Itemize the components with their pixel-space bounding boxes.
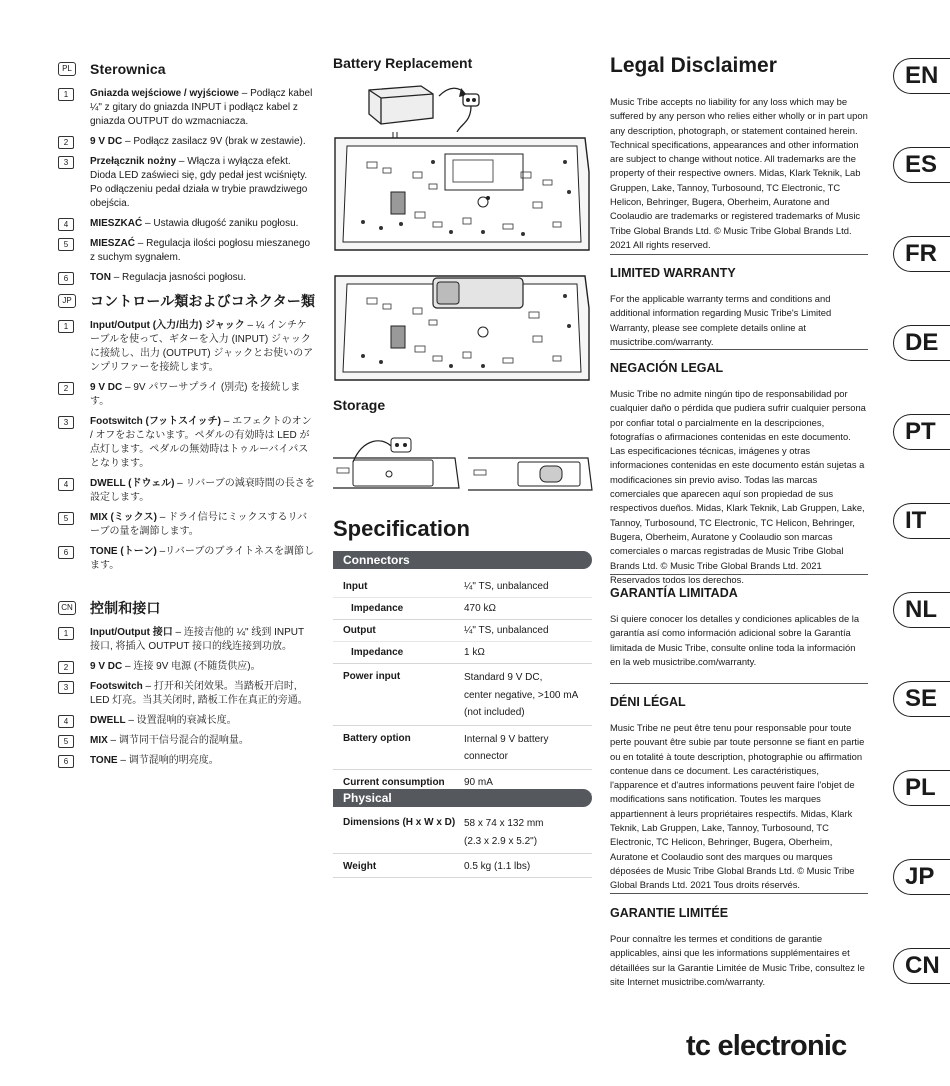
item-label: MIX (ミックス) (90, 512, 157, 523)
legal-section-title: GARANTIE LIMITÉE (610, 906, 729, 920)
table-row (333, 854, 592, 878)
language-tab-fr[interactable]: FR (893, 236, 950, 272)
item-number: 4 (58, 478, 74, 491)
divider (610, 254, 868, 255)
language-tab-es[interactable]: ES (893, 147, 950, 183)
spec-value: 90 mA (464, 776, 493, 788)
list-item (58, 734, 316, 748)
item-label: Input/Output (入力/出力) ジャック (90, 320, 245, 331)
list-item (58, 381, 316, 409)
item-text: – Podłącz zasilacz 9V (brak w zestawie). (122, 136, 306, 147)
item-number: 5 (58, 512, 74, 525)
table-row (333, 664, 592, 726)
item-number: 5 (58, 735, 74, 748)
list-item (58, 511, 316, 539)
list-item (58, 237, 316, 265)
list-item (58, 271, 316, 285)
spec-value: Standard 9 V DC, center negative, >100 mA (not included) (464, 672, 579, 718)
item-text: – リバーブの減衰時間の長さを設定します。 (90, 478, 315, 503)
section-title: コントロール類およびコネクター類 (90, 293, 316, 309)
list-item (58, 415, 316, 471)
item-label: DWELL (90, 715, 126, 726)
item-number: 6 (58, 272, 74, 285)
spec-table-connectors (333, 576, 592, 794)
spec-value: 1 kΩ (464, 647, 485, 658)
list-item (58, 135, 316, 149)
language-tab-en[interactable]: EN (893, 58, 950, 94)
language-badge: PL (58, 62, 76, 76)
item-label: TONE (90, 755, 118, 766)
spec-label: Current consumption (343, 776, 445, 788)
item-text: – Regulacja ilości pogłosu mieszanego z suchym sygnałem. (90, 238, 311, 263)
item-label: Przełącznik nożny (90, 156, 177, 167)
item-number: 1 (58, 627, 74, 640)
battery-replacement-title: Battery Replacement (333, 55, 473, 71)
item-label: 9 V DC (90, 382, 123, 393)
table-row (333, 642, 592, 664)
item-number: 3 (58, 156, 74, 169)
item-text: – Podłącz kabel ¼" z gitary do gniazda INPUT i podłącz kabel z gniazda OUTPUT do wzmacniacza. (90, 88, 313, 127)
item-number: 6 (58, 546, 74, 559)
item-number: 3 (58, 416, 74, 429)
storage-diagram-right (468, 452, 593, 492)
controls-section-cn (58, 598, 316, 768)
language-tab-se[interactable]: SE (893, 681, 950, 717)
item-label: 9 V DC (90, 661, 123, 672)
spec-value: 58 x 74 x 132 mm (2.3 x 2.9 x 5.2") (464, 818, 544, 847)
item-text: – 连接 9V 电源 (不随货供应)。 (122, 661, 261, 672)
spec-label: Output (343, 625, 376, 636)
divider (610, 683, 868, 684)
table-row (333, 726, 592, 770)
legal-section (610, 586, 868, 669)
spec-label: Dimensions (H x W x D) (343, 817, 456, 828)
legal-section-body: For the applicable warranty terms and conditions and additional information regarding Music Tribe's Limited Warranty, please see complete details online at musictribe.com/warranty. (610, 293, 832, 347)
item-number: 2 (58, 661, 74, 674)
item-number: 1 (58, 320, 74, 333)
item-label: Footswitch (90, 681, 143, 692)
pedal-interior-diagram (333, 132, 591, 256)
language-tab-cn[interactable]: CN (893, 948, 950, 984)
brand-logo: tc electronic (686, 1030, 847, 1062)
legal-section (610, 695, 868, 893)
item-label: MIX (90, 735, 108, 746)
list-item (58, 680, 316, 708)
list-item (58, 87, 316, 129)
section-header (58, 598, 316, 618)
legal-section-body: Si quiere conocer los detalles y condiciones aplicables de la garantía así como información adicional sobre la Garantía limitada de Music Tribe, consulte online toda la información en la web musictribe.com/warranty. (610, 613, 860, 667)
legal-disclaimer (610, 54, 868, 252)
spec-value: Internal 9 V battery connector (464, 733, 549, 762)
item-number: 3 (58, 681, 74, 694)
table-row (333, 576, 592, 598)
table-row (333, 598, 592, 620)
spec-value: ¼" TS, unbalanced (464, 581, 549, 592)
item-label: MIESZKAĆ (90, 218, 143, 229)
battery-icon (361, 82, 481, 132)
section-header (58, 291, 316, 311)
table-row (333, 812, 592, 854)
section-header (58, 59, 316, 79)
item-text: –リバーブのブライトネスを調節します。 (90, 546, 314, 571)
item-number: 2 (58, 382, 74, 395)
legal-section-body: Pour connaître les termes et conditions de garantie applicables, ainsi que les informations supplémentaires et détaillées sur la Garantie Limitée de Music Tribe, consultez le site Internet musictribe.com/warranty. (610, 933, 865, 987)
item-number: 2 (58, 136, 74, 149)
item-label: Gniazda wejściowe / wyjściowe (90, 88, 239, 99)
list-item (58, 545, 316, 573)
spec-label: Power input (343, 671, 401, 682)
language-tab-pl[interactable]: PL (893, 770, 950, 806)
storage-title: Storage (333, 397, 386, 413)
item-number: 1 (58, 88, 74, 101)
spec-label: Impedance (351, 647, 404, 658)
spec-label: Battery option (343, 732, 411, 744)
divider (610, 574, 868, 575)
legal-section-title: NEGACIÓN LEGAL (610, 361, 724, 375)
item-label: TON (90, 272, 111, 283)
spec-label: Weight (343, 861, 377, 872)
item-label: DWELL (ドウェル) (90, 478, 175, 489)
pedal-interior-with-battery-diagram (333, 272, 591, 386)
legal-section-title: DÉNI LÉGAL (610, 695, 686, 709)
language-tab-jp[interactable]: JP (893, 859, 950, 895)
item-label: TONE (トーン) (90, 546, 157, 557)
list-item (58, 754, 316, 768)
item-text: – 调节同干信号混合的混响量。 (107, 735, 249, 746)
legal-title: Legal Disclaimer (610, 54, 777, 77)
specification-title: Specification (333, 516, 470, 541)
spec-section-header: Physical (333, 789, 592, 807)
controls-section-jp (58, 291, 316, 573)
language-tab-nl[interactable]: NL (893, 592, 950, 628)
item-text: – ¼ インチケーブルを使って、ギターを入力 (INPUT) ジャックに接続し、出力 (OUTPUT) ジャックとお使いのアンプリファーを接続します。 (90, 320, 314, 373)
legal-section-title: LIMITED WARRANTY (610, 266, 736, 280)
language-badge: CN (58, 601, 76, 615)
item-label: Footswitch (フットスイッチ) (90, 416, 222, 427)
item-number: 5 (58, 238, 74, 251)
item-number: 6 (58, 755, 74, 768)
legal-section (610, 266, 868, 349)
item-text: – エフェクトのオン / オフをおこないます。ペダルの有効時は LED が点灯します。ペダルの無効時はトゥルーバイパスとなります。 (90, 416, 312, 469)
item-text: – 设置混响的衰减长度。 (125, 715, 237, 726)
language-tab-pt[interactable]: PT (893, 414, 950, 450)
legal-section-body: Music Tribe ne peut être tenu pour responsable pour toute perte pouvant être subie par toute personne se fiant en partie ou en totalité à toute description, photographie ou affirmation contenue dans ce document. Les caractéristiques, l'apparence et d'autres informations peuvent faire l'objet de modifications sans notification. Toutes les marques appartiennent à leurs propriétaires respectifs. Midas, Klark Teknik, Lab Gruppen, Lake, Tannoy, Turbosound, TC Electronic, TC Helicon, Behringer, Bugera, Oberheim, Auratone et Coolaudio sont des marques ou marques déposées de Music Tribe Global Brands Ltd. © Music Tribe Global Brands Ltd. 2021 Tous droits réservés. (610, 722, 865, 891)
list-item (58, 217, 316, 231)
language-tab-de[interactable]: DE (893, 325, 950, 361)
list-item (58, 660, 316, 674)
language-badge: JP (58, 294, 76, 308)
list-item (58, 319, 316, 375)
item-label: Input/Output 接口 (90, 627, 173, 638)
spec-value: 470 kΩ (464, 603, 496, 614)
legal-body: Music Tribe accepts no liability for any loss which may be suffered by any person who relies either wholly or in part upon any description, photograph, or statement contained herein. Technical specifications, appearances and other information are subject to change without notice. All trademarks are the property of their respective owners. Midas, Klark Teknik, Lab Gruppen, Lake, Tannoy, Turbosound, TC Electronic, TC Helicon, Behringer, Bugera, Oberheim, Auratone and Coolaudio are trademarks or registered trademarks of Music Tribe Global Brands Ltd. © Music Tribe Global Brands Ltd. 2021 All rights reserved. (610, 96, 868, 250)
item-label: 9 V DC (90, 136, 123, 147)
spec-table-physical (333, 812, 592, 878)
item-text: – 9V パワーサプライ (別売) を接続します。 (90, 382, 301, 407)
divider (610, 893, 868, 894)
item-text: – Ustawia długość zaniku pogłosu. (142, 218, 299, 229)
item-text: – 打开和关闭效果。当踏板开启时, LED 灯亮。当其关闭时, 踏板工作在真正的旁通。 (90, 681, 308, 706)
list-item (58, 714, 316, 728)
list-item (58, 155, 316, 211)
storage-diagram-left (333, 428, 461, 490)
legal-section (610, 361, 868, 587)
item-label: MIESZAĆ (90, 238, 135, 249)
item-number: 4 (58, 715, 74, 728)
table-row (333, 620, 592, 642)
section-title: 控制和接口 (90, 600, 161, 616)
legal-section-title: GARANTÍA LIMITADA (610, 586, 738, 600)
legal-section-body: Music Tribe no admite ningún tipo de responsabilidad por cualquier daño o pérdida que pudiera sufrir cualquier persona por confiar total o parcialmente en la descripciones, fotografías o afirmaciones contenidas en este documento. Las especificaciones técnicas, imágenes y otras informaciones contenidas en este documento están sujetas a modificaciones sin previo aviso. Todas las marcas comerciales que aparecen aquí son propiedad de sus respectivos dueños. Midas, Klark Teknik, Lab Gruppen, Lake, Tannoy, Turbosound, TC Electronic, TC Helicon, Behringer, Bugera, Oberheim, Auratone y Coolaudio son marcas comerciales o marcas registradas de Music Tribe Global Brands Ltd. © Music Tribe Global Brands Ltd. 2021 Reservados todos los derechos. (610, 388, 866, 585)
legal-section (610, 906, 868, 989)
controls-section-pl (58, 59, 316, 285)
item-text: – ドライ信号にミックスするリバーブの量を調節します。 (90, 512, 308, 537)
list-item (58, 626, 316, 654)
item-text: – 连接吉他的 ¼" 线到 INPUT 接口, 将插入 OUTPUT 接口的线连接到功放。 (90, 627, 304, 652)
list-item (58, 477, 316, 505)
spec-section-header: Connectors (333, 551, 592, 569)
item-text: – 调节混响的明亮度。 (117, 755, 219, 766)
spec-label: Impedance (351, 603, 404, 614)
language-tab-it[interactable]: IT (893, 503, 950, 539)
section-title: Sterownica (90, 61, 166, 77)
divider (610, 349, 868, 350)
item-text: – Włącza i wyłącza efekt. Dioda LED zaświeci się, gdy pedał jest wciśnięty. Po odłączeniu pedał działa w trybie prawdziwego obejścia. (90, 156, 308, 209)
item-number: 4 (58, 218, 74, 231)
spec-label: Input (343, 581, 368, 592)
item-text: – Regulacja jasności pogłosu. (110, 272, 247, 283)
spec-value: ¼" TS, unbalanced (464, 625, 549, 636)
spec-value: 0.5 kg (1.1 lbs) (464, 861, 531, 872)
